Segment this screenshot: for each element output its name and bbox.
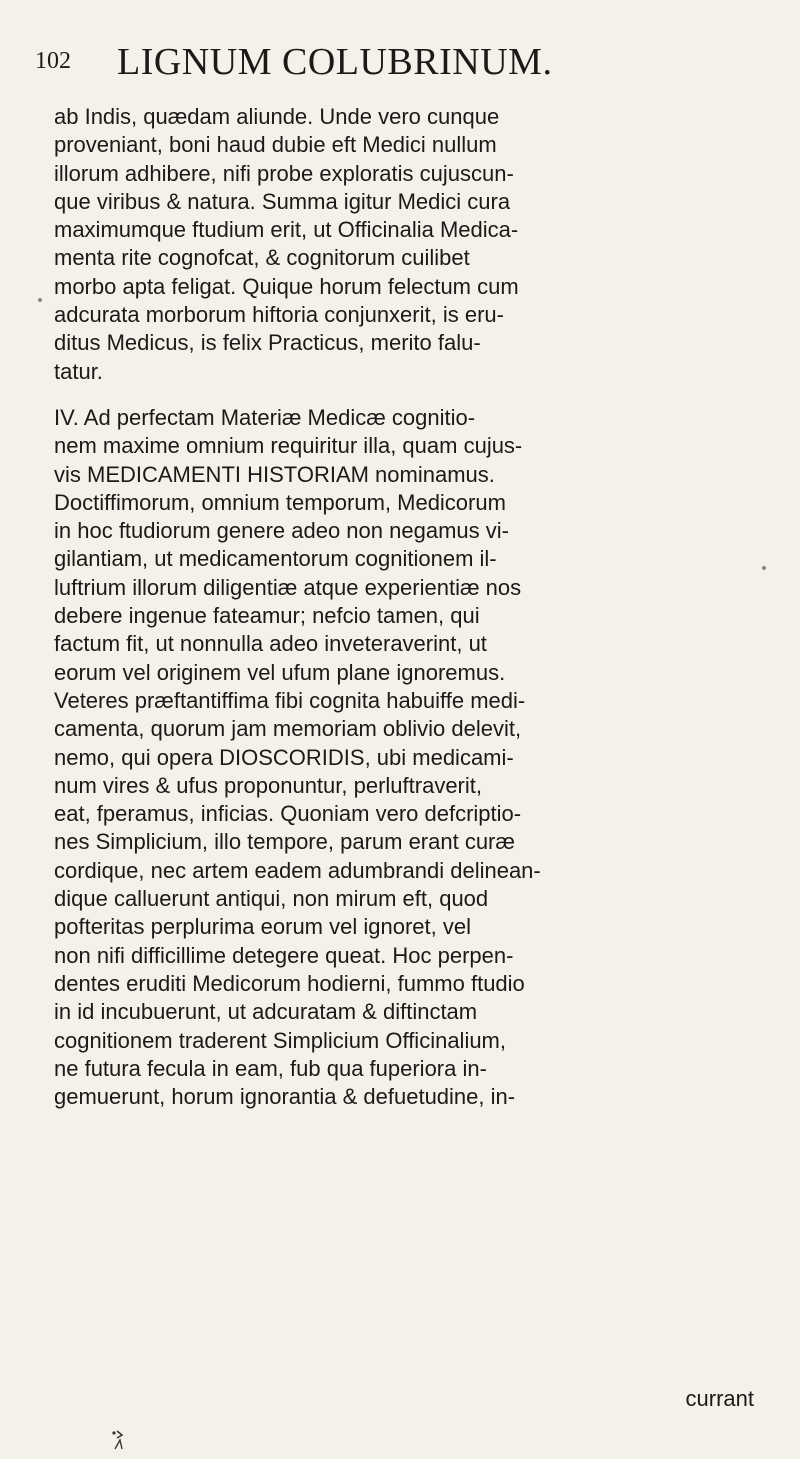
text-line: vis MEDICAMENTI HISTORIAM nominamus.: [54, 461, 495, 487]
text-line: in id incubuerunt, ut adcuratam & diftinctam: [54, 999, 478, 1025]
text-line: ditus Medicus, is felix Practicus, merito falu-: [54, 330, 481, 356]
text-line: cordique, nec artem eadem adumbrandi delinean-: [54, 857, 541, 883]
text-line: cognitionem traderent Simplicium Officinalium,: [54, 1027, 506, 1053]
running-title: LIGNUM COLUBRINUM.: [117, 41, 553, 83]
text-line: ne futura fecula in eam, fub qua fuperiora in-: [54, 1055, 487, 1081]
text-line: IV. Ad perfectam Materiæ Medicæ cognitio-: [54, 404, 476, 430]
text-line: gemuerunt, horum ignorantia & defuetudine, in-: [54, 1084, 516, 1110]
page-number: 102: [35, 48, 71, 74]
text-line: non nifi difficillime detegere queat. Hoc perpen-: [54, 942, 514, 968]
text-run: maximumque ftudium erit, ut Officinalia Medica-: [54, 217, 519, 243]
text-line: Veteres præftantiffima fibi cognita habuiffe medi-: [54, 687, 526, 713]
text-line: menta rite cognofcat, & cognitorum cuilibet: [54, 245, 470, 271]
text-line: que viribus & natura. Summa igitur Medici cura: [54, 188, 511, 214]
paper-speck: [762, 566, 766, 570]
text-line: nes Simplicium, illo tempore, parum erant curæ: [54, 829, 515, 855]
text-line: [54, 216, 754, 244]
text-line: tatur.: [54, 358, 103, 384]
paragraph-gap: [54, 386, 754, 404]
text-line: factum fit, ut nonnulla adeo inveteraverint, ut: [54, 631, 487, 657]
text-line: Doctiffimorum, omnium temporum, Medicorum: [54, 489, 506, 515]
text-line: pofteritas perplurima eorum vel ignoret, vel: [54, 914, 471, 940]
text-line: dique calluerunt antiqui, non mirum eft, quod: [54, 886, 489, 912]
text-line: camenta, quorum jam memoriam oblivio delevit,: [54, 716, 522, 742]
text-line: ab Indis, quædam aliunde. Unde vero cunque: [54, 104, 500, 129]
text-line: dentes eruditi Medicorum hodierni, fummo ftudio: [54, 970, 525, 996]
text-line: proveniant, boni haud dubie eft Medici nullum: [54, 132, 497, 158]
body-text: [54, 103, 754, 1111]
text-line: eat, fperamus, inficias. Quoniam vero defcriptio-: [54, 801, 522, 827]
text-line: gilantiam, ut medicamentorum cognitionem il-: [54, 546, 497, 572]
text-line: luftrium illorum diligentiæ atque experientiæ nos: [54, 574, 522, 600]
catchword: currant: [685, 1386, 754, 1411]
text-line: nem maxime omnium requiritur illa, quam cujus-: [54, 433, 523, 459]
paper-speck: [38, 298, 42, 302]
page-header: [35, 40, 735, 90]
text-line: in hoc ftudiorum genere adeo non negamus vi-: [54, 518, 509, 544]
text-line: adcurata morborum hiftoria conjunxerit, is eru-: [54, 302, 504, 328]
text-line: debere ingenue fateamur; nefcio tamen, qui: [54, 603, 480, 629]
text-line: nemo, qui opera DIOSCORIDIS, ubi medicami-: [54, 744, 514, 770]
text-line: illorum adhibere, nifi probe exploratis cujuscun-: [54, 160, 514, 186]
text-line: num vires & ufus proponuntur, perluftraverit,: [54, 772, 482, 798]
printer-mark-icon: [111, 1429, 127, 1451]
text-line: eorum vel originem vel ufum plane ignoremus.: [54, 659, 506, 685]
text-line: morbo apta feligat. Quique horum felectum cum: [54, 273, 519, 299]
